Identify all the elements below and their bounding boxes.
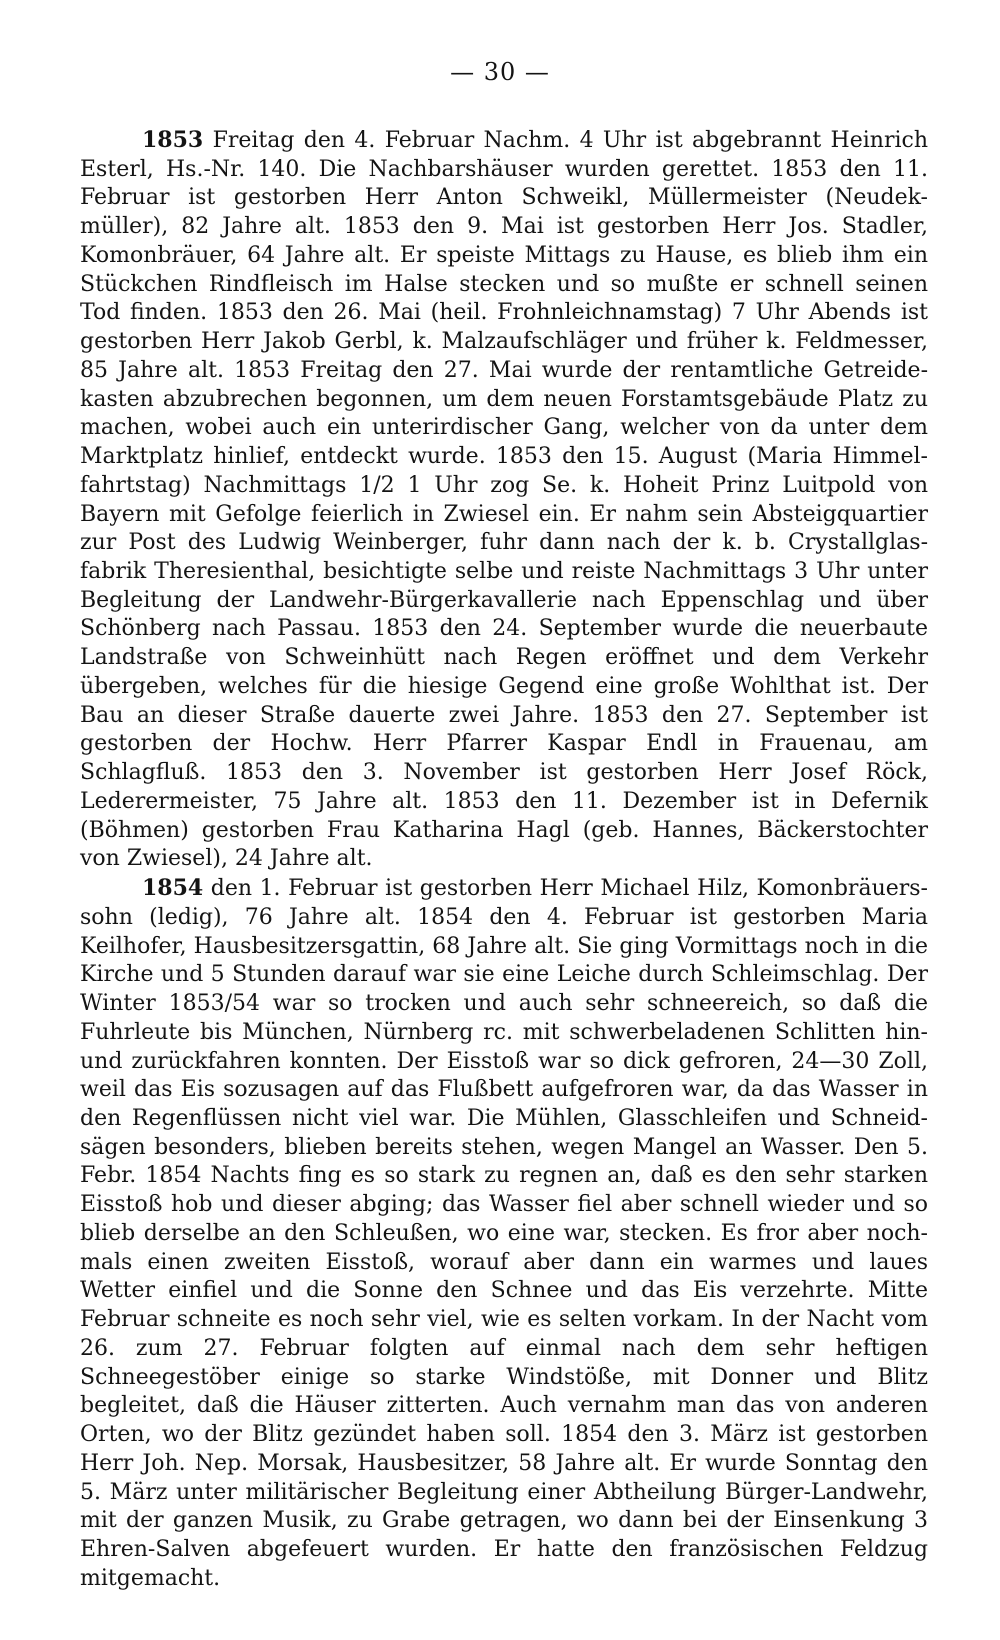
paragraph-1853: [80, 126, 928, 874]
year-lead-1854: 1854: [142, 875, 204, 902]
paragraph-1854-text: den 1. Februar ist gestorben Herr Michael Hilz, Komonbräuers-sohn (ledig), 76 Jahre alt. 1854 den 4. Februar ist gestorben Maria Keilhofer, Hausbesitzersgattin, 68 Jahre alt. Sie ging Vormittags noch in die Kirche und 5 Stunden darauf war sie eine Leiche durch Schleimschlag. Der Winter 1853/54 war so trocken und auch sehr schneereich, so daß die Fuhrleute bis München, Nürnberg rc. mit schwerbeladenen Schlitten hin- und zurückfahren konnten. Der Eisstoß war so dick gefroren, 24—30 Zoll, weil das Eis sozusagen auf das Flußbett aufgefroren war, da das Wasser in den Regenflüssen nicht viel war. Die Mühlen, Glasschleifen und Schneid-sägen besonders, blieben bereits stehen, wegen Mangel an Wasser. Den 5. Febr. 1854 Nachts fing es so stark zu regnen an, daß es den sehr starken Eisstoß hob und dieser abging; das Wasser fiel aber schnell wieder und so blieb derselbe an den Schleußen, wo eine war, stecken. Es fror aber noch-mals einen zweiten Eisstoß, worauf aber dann ein warmes und laues Wetter einfiel und die Sonne den Schnee und das Eis verzehrte. Mitte Februar schneite es noch sehr viel, wie es selten vorkam. In der Nacht vom 26. zum 27. Februar folgten auf einmal nach dem sehr heftigen Schneegestöber einige so starke Windstöße, mit Donner und Blitz begleitet, daß die Häuser zitterten. Auch vernahm man das von anderen Orten, wo der Blitz gezündet haben soll. 1854 den 3. März ist gestorben Herr Joh. Nep. Morsak, Hausbesitzer, 58 Jahre alt. Er wurde Sonntag den 5. März unter militärischer Begleitung einer Abtheilung Bürger-Landwehr, mit der ganzen Musik, zu Grabe getragen, wo dann bei der Einsenkung 3 Ehren-Salven abgefeuert wurden. Er hatte den französischen Feldzug mitgemacht.: [80, 876, 928, 1591]
page-number: — 30 —: [450, 58, 550, 86]
chronicle-text: [80, 126, 928, 1593]
year-lead-1853: 1853: [142, 127, 204, 153]
paragraph-1853-text: Freitag den 4. Februar Nachm. 4 Uhr ist abgebrannt Heinrich Esterl, Hs.-Nr. 140. Die Nachbarshäuser wurden gerettet. 1853 den 11. Februar ist gestorben Herr Anton Schweikl, Müllermeister (Neudek-müller), 82 Jahre alt. 1853 den 9. Mai ist gestorben Herr Jos. Stadler, Komonbräuer, 64 Jahre alt. Er speiste Mittags zu Hause, es blieb ihm ein Stückchen Rindfleisch im Halse stecken und so mußte er schnell seinen Tod finden. 1853 den 26. Mai (heil. Frohnleichnamstag) 7 Uhr Abends ist gestorben Herr Jakob Gerbl, k. Malzaufschläger und früher k. Feldmesser, 85 Jahre alt. 1853 Freitag den 27. Mai wurde der rentamtliche Getreide-kasten abzubrechen begonnen, um dem neuen Forstamtsgebäude Platz zu machen, wobei auch ein unterirdischer Gang, welcher von da unter dem Marktplatz hinlief, entdeckt wurde. 1853 den 15. August (Maria Himmel-fahrtstag) Nachmittags 1/2 1 Uhr zog Se. k. Hoheit Prinz Luitpold von Bayern mit Gefolge feierlich in Zwiesel ein. Er nahm sein Absteigquartier zur Post des Ludwig Weinberger, fuhr dann nach der k. b. Crystallglas-fabrik Theresienthal, besichtigte selbe und reiste Nachmittags 3 Uhr unter Begleitung der Landwehr-Bürgerkavallerie nach Eppenschlag und über Schönberg nach Passau. 1853 den 24. September wurde die neuerbaute Landstraße von Schweinhütt nach Regen eröffnet und dem Verkehr übergeben, welches für die hiesige Gegend eine große Wohlthat ist. Der Bau an dieser Straße dauerte zwei Jahre. 1853 den 27. September ist gestorben der Hochw. Herr Pfarrer Kaspar Endl in Frauenau, am Schlagfluß. 1853 den 3. November ist gestorben Herr Josef Röck, Lederermeister, 75 Jahre alt. 1853 den 11. Dezember ist in Defernik (Böhmen) gestorben Frau Katharina Hagl (geb. Hannes, Bäckerstochter von Zwiesel), 24 Jahre alt.: [80, 128, 928, 872]
paragraph-1854: [80, 874, 928, 1593]
